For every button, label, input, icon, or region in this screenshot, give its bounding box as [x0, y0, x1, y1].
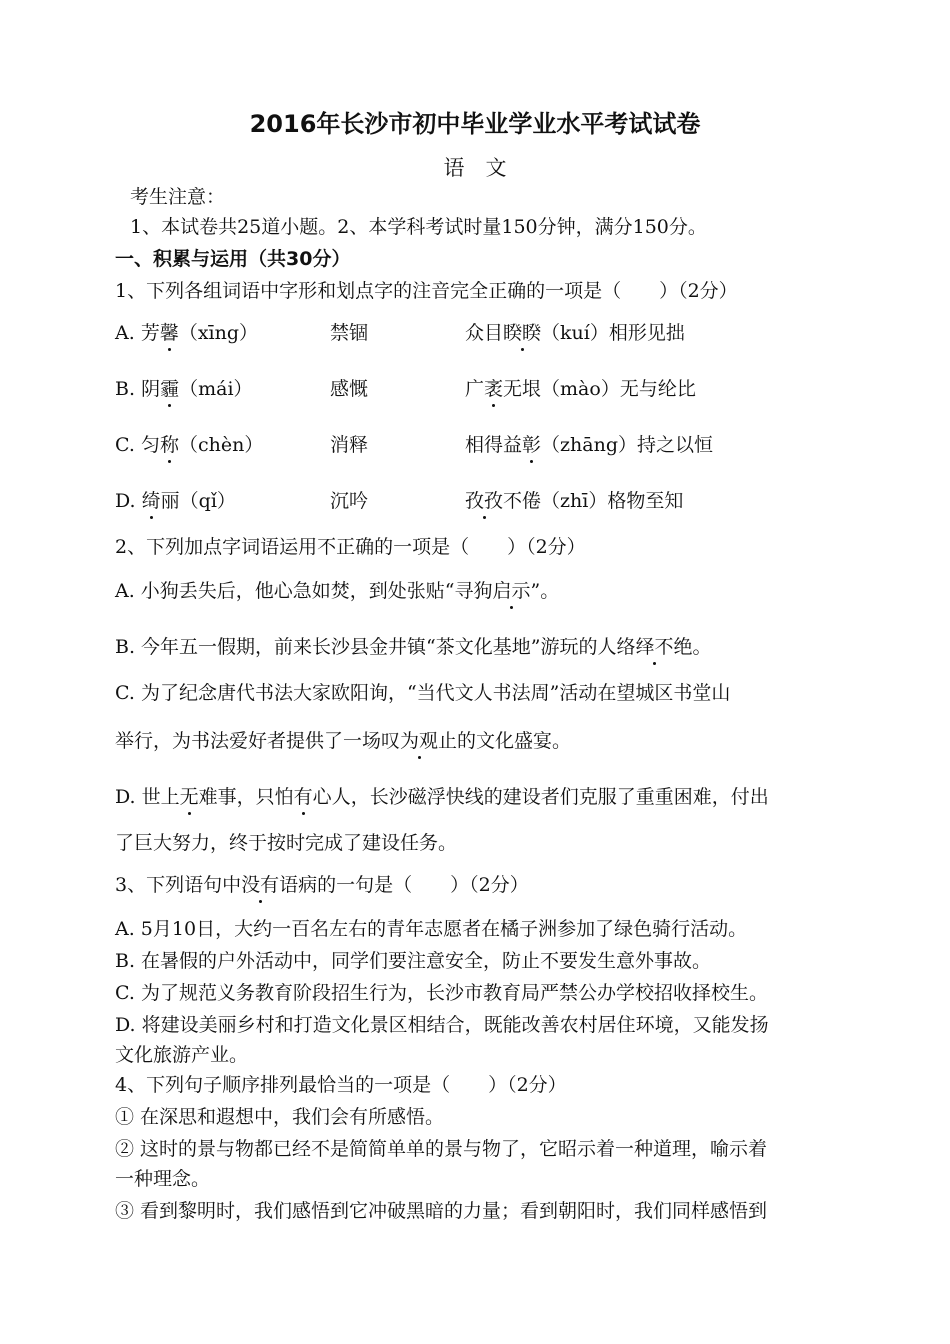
question-3-option-c: C. 为了规范义务教育阶段招生行为，长沙市教育局严禁公办学校招收择校生。: [115, 982, 768, 1004]
question-4-sentence-2-line1: ② 这时的景与物都已经不是简简单单的景与物了，它昭示着一种道理，喻示着: [115, 1138, 768, 1160]
notice-heading: 考生注意：: [130, 186, 226, 208]
question-4-sentence-1: ① 在深思和遐想中，我们会有所感悟。: [115, 1106, 445, 1128]
question-1-stem: 1、下列各组词语中字形和划点字的注音完全正确的一项是（ ）（2分）: [115, 280, 738, 302]
question-2-option-a: A. 小狗丢失后，他心急如焚，到处张贴“寻狗启示”。: [115, 580, 560, 602]
question-2-option-b: B. 今年五一假期，前来长沙县金井镇“茶文化基地”游玩的人络绎不绝。: [115, 636, 712, 658]
question-1-option-c: C. 匀称（chèn） 消释 相得益彰（zhāng）持之以恒: [115, 434, 714, 456]
question-4-sentence-2-line2: 一种理念。: [115, 1168, 211, 1190]
question-1-option-d: D. 绮丽（qǐ） 沉吟 孜孜不倦（zhī）格物至知: [115, 490, 684, 512]
notice-line: 1、本试卷共25道小题。2、本学科考试时量150分钟，满分150分。: [130, 216, 707, 238]
question-2-option-d-line1: D. 世上无难事，只怕有心人，长沙磁浮快线的建设者们克服了重重困难，付出: [115, 786, 769, 808]
question-3-option-d-line1: D. 将建设美丽乡村和打造文化景区相结合，既能改善农村居住环境，又能发扬: [115, 1014, 769, 1036]
section-heading: 一、积累与运用（共30分）: [115, 248, 351, 270]
subject-title: 语 文: [443, 156, 507, 180]
question-4-stem: 4、下列句子顺序排列最恰当的一项是（ ）（2分）: [115, 1074, 567, 1096]
question-2-stem: 2、下列加点字词语运用不正确的一项是（ ）（2分）: [115, 536, 586, 558]
question-2-option-d-line2: 了巨大努力，终于按时完成了建设任务。: [115, 832, 458, 854]
question-4-sentence-3: ③ 看到黎明时，我们感悟到它冲破黑暗的力量；看到朝阳时，我们同样感悟到: [115, 1200, 768, 1222]
question-3-option-b: B. 在暑假的户外活动中，同学们要注意安全，防止不要发生意外事故。: [115, 950, 712, 972]
question-1-option-b: B. 阴霾（mái） 感慨 广袤无垠（mào）无与纶比: [115, 378, 696, 400]
question-2-option-c-line2: 举行，为书法爱好者提供了一场叹为观止的文化盛宴。: [115, 730, 572, 752]
question-3-option-d-line2: 文化旅游产业。: [115, 1044, 249, 1066]
exam-title: 2016年长沙市初中毕业学业水平考试试卷: [249, 110, 701, 138]
question-2-option-c-line1: C. 为了纪念唐代书法大家欧阳询，“当代文人书法周”活动在望城区书堂山: [115, 682, 731, 704]
question-3-option-a: A. 5月10日，大约一百名左右的青年志愿者在橘子洲参加了绿色骑行活动。: [115, 918, 748, 940]
question-3-stem: 3、下列语句中没有语病的一句是（ ）（2分）: [115, 874, 529, 896]
question-1-option-a: A. 芳馨（xīng） 禁锢 众目睽睽（kuí）相形见拙: [115, 322, 685, 344]
